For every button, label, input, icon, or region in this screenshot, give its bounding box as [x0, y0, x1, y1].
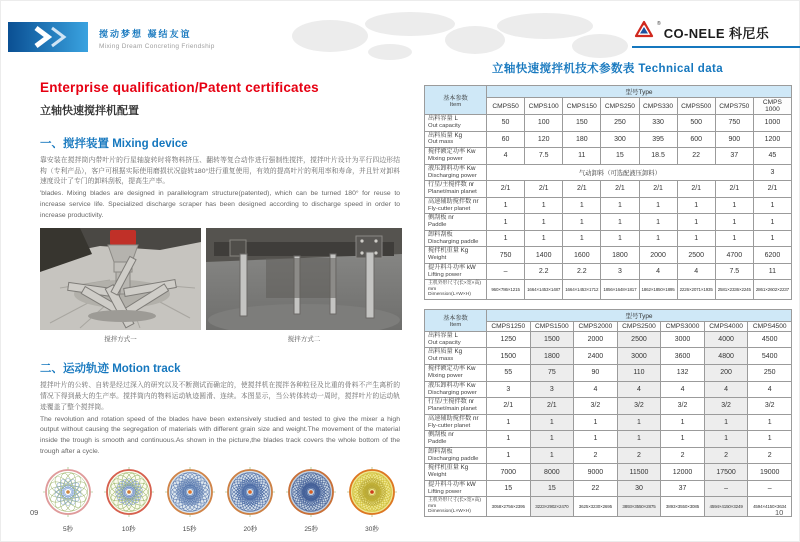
value-cell: 2/1 [753, 181, 791, 198]
value-cell: 330 [639, 115, 677, 132]
value-cell: 2/1 [715, 181, 753, 198]
page-number-left: 09 [30, 508, 39, 517]
value-cell: 2 [617, 447, 661, 464]
value-cell: 2861×2602×2237 [753, 280, 791, 299]
value-cell: 3893×3550×2875 [617, 497, 661, 516]
motion-track-image [42, 466, 94, 518]
value-cell: 120 [525, 131, 563, 148]
value-cell: 132 [661, 365, 705, 382]
section-motion-track-heading: 二、运动轨迹 Motion track [40, 363, 181, 376]
row-label: 提升料斗功率 kW Lifting power [425, 263, 487, 280]
value-cell: 1 [617, 414, 661, 431]
photo-caption-2: 搅拌方式二 [287, 336, 321, 344]
row-label: 搅拌机重量 Kg Weight [425, 247, 487, 264]
item-header: 基本参数 Item [425, 309, 487, 331]
value-cell: 60 [487, 131, 525, 148]
value-cell: 900 [715, 131, 753, 148]
motion-track-image [103, 466, 155, 518]
value-cell: 1664×1453×1712 [563, 280, 601, 299]
value-cell: 1 [601, 230, 639, 247]
company-logo-chevrons-icon [8, 22, 88, 52]
motion-track-label: 5秒 [62, 525, 74, 533]
value-cell: 1 [753, 214, 791, 231]
value-cell: 7.5 [715, 263, 753, 280]
value-cell: 3/2 [748, 398, 792, 415]
motion-track-figure [101, 466, 157, 533]
value-cell: 1 [715, 230, 753, 247]
value-cell: 1800 [601, 247, 639, 264]
value-cell: 2/1 [563, 181, 601, 198]
table-row [425, 414, 792, 431]
value-cell: 1 [704, 414, 748, 431]
slogan-cn: 搅动梦想 凝结友谊 [99, 29, 192, 39]
value-cell: 2500 [617, 331, 661, 348]
value-cell: 1 [525, 230, 563, 247]
value-cell: 2/1 [639, 181, 677, 198]
technical-data-title: 立轴快速搅拌机技术参数表 Technical data [491, 63, 724, 75]
value-cell: 1 [487, 197, 525, 214]
value-cell: 11500 [617, 464, 661, 481]
mixing-photo-1-image [40, 228, 201, 330]
value-cell: 4000 [704, 331, 748, 348]
motion-track-image [224, 466, 276, 518]
value-cell: 4594×4150×3249 [704, 497, 748, 516]
row-label: 高速辅助搅拌数 nr Fly-cutter planet [425, 414, 487, 431]
table-row [425, 331, 792, 348]
value-cell: 100 [525, 115, 563, 132]
table-row [425, 197, 792, 214]
value-cell: 17500 [704, 464, 748, 481]
table-row [425, 263, 792, 280]
row-label: 提升料斗功率 kW Lifting power [425, 480, 487, 497]
value-cell: 3625×3230×2695 [574, 497, 618, 516]
table-row [425, 131, 792, 148]
value-cell: 1 [704, 431, 748, 448]
value-cell: 1856×1648×1817 [601, 280, 639, 299]
value-cell: 1500 [487, 348, 531, 365]
row-label: 搅拌额定功率 Kw Mixing power [425, 365, 487, 382]
value-cell: 2 [661, 447, 705, 464]
value-cell: 3 [487, 381, 531, 398]
motion-track-label: 25秒 [304, 525, 319, 533]
value-cell: 22 [677, 148, 715, 165]
value-cell: 2 [748, 447, 792, 464]
motion-track-label: 20秒 [243, 525, 258, 533]
value-cell: 1 [563, 230, 601, 247]
value-cell: 1 [487, 431, 531, 448]
value-cell: 4 [661, 381, 705, 398]
value-cell: 2/1 [487, 181, 525, 198]
section-mixing-device-heading: 一、搅拌装置 Mixing device [40, 138, 188, 150]
value-cell: 5400 [748, 348, 792, 365]
row-label: 搅拌机重量 Kg Weight [425, 464, 487, 481]
row-label: 行星/主搅拌数 nr Planet/main planet [425, 398, 487, 415]
value-cell: 200 [704, 365, 748, 382]
value-cell: 2 [574, 447, 618, 464]
value-cell: 750 [715, 115, 753, 132]
value-cell: 11 [563, 148, 601, 165]
page-number-right: 10 [775, 508, 784, 517]
value-cell: 1 [677, 230, 715, 247]
model-header: CMPS150 [563, 98, 601, 115]
motion-track-image [285, 466, 337, 518]
value-cell: 2000 [574, 331, 618, 348]
value-cell: 6200 [753, 247, 791, 264]
row-label: 搅拌额定功率 Kw Mixing power [425, 148, 487, 165]
value-cell: 110 [617, 365, 661, 382]
photo-caption-1: 搅拌方式一 [104, 336, 137, 344]
row-label: 卸料刮板 Discharging paddle [425, 447, 487, 464]
value-cell: 1 [525, 214, 563, 231]
value-cell: 2/1 [530, 398, 574, 415]
value-cell: 1 [748, 414, 792, 431]
value-cell: 7000 [487, 464, 531, 481]
row-label: 高速辅助搅拌数 nr Fly-cutter planet [425, 197, 487, 214]
value-cell: 4 [704, 381, 748, 398]
row-label: 行星/主搅拌数 nr Planet/main planet [425, 181, 487, 198]
value-cell: 1 [563, 214, 601, 231]
value-cell: 1 [487, 414, 531, 431]
value-cell: 2.2 [525, 263, 563, 280]
value-cell: 15 [487, 480, 531, 497]
model-header: CMPS500 [677, 98, 715, 115]
table-row [425, 164, 792, 181]
right-page [420, 60, 795, 517]
value-cell: 12000 [661, 464, 705, 481]
page-title-en: Enterprise qualification/Patent certificates [40, 80, 319, 95]
table-row [425, 381, 792, 398]
brand-mark-icon [634, 20, 654, 40]
value-cell: 3/2 [574, 398, 618, 415]
value-cell: 2500 [677, 247, 715, 264]
value-cell: 1 [601, 214, 639, 231]
row-label: 卸料刮板 Discharging paddle [425, 230, 487, 247]
value-cell: 90 [574, 365, 618, 382]
model-header: CMPS1500 [530, 321, 574, 331]
row-label: 主机外形尺寸(长×宽×高) mm Dimension(L×W×H) [425, 280, 487, 299]
value-cell: 600 [677, 131, 715, 148]
value-cell: 22 [574, 480, 618, 497]
value-cell: 1 [530, 447, 574, 464]
row-label: 出料容量 L Out capacity [425, 115, 487, 132]
value-cell: 4 [639, 263, 677, 280]
value-cell: 1600 [563, 247, 601, 264]
value-cell: 4 [487, 148, 525, 165]
value-cell: 2400 [574, 348, 618, 365]
value-cell: 1000 [753, 115, 791, 132]
model-header: CMPS4000 [704, 321, 748, 331]
value-cell: 1400 [525, 247, 563, 264]
value-cell: 1800 [530, 348, 574, 365]
motion-track-figure [344, 466, 400, 533]
value-cell: 4500 [748, 331, 792, 348]
value-cell: 15 [601, 148, 639, 165]
table-row [425, 280, 792, 299]
row-label: 液压卸料功率 Kw Discharging power [425, 164, 487, 181]
value-cell: 2000 [639, 247, 677, 264]
model-header: CMPS3000 [661, 321, 705, 331]
value-cell: 300 [601, 131, 639, 148]
motion-track-image [346, 466, 398, 518]
brand-logo [634, 20, 769, 42]
value-cell: 1 [601, 197, 639, 214]
value-cell: 150 [563, 115, 601, 132]
model-header: CMPS330 [639, 98, 677, 115]
value-cell: 2/1 [487, 398, 531, 415]
value-cell: 2581×2336×2245 [715, 280, 753, 299]
value-cell: 8000 [530, 464, 574, 481]
table-row [425, 348, 792, 365]
value-cell: 960×786×1215 [487, 280, 525, 299]
table-row [425, 464, 792, 481]
value-cell: 1500 [530, 331, 574, 348]
value-cell: 3 [530, 381, 574, 398]
row-label: 侧刮板 nr Paddle [425, 214, 487, 231]
table-row [425, 480, 792, 497]
model-header: CMPS4500 [748, 321, 792, 331]
slogan-en: Mixing Dream Concreting Friendship [99, 43, 215, 50]
motion-track-label: 30秒 [365, 525, 379, 533]
registered-mark: ® [657, 21, 661, 27]
model-header: CMPS750 [715, 98, 753, 115]
value-cell: 4700 [715, 247, 753, 264]
value-cell: 4800 [704, 348, 748, 365]
value-cell: 1 [487, 230, 525, 247]
table-row [425, 398, 792, 415]
table-row [425, 365, 792, 382]
value-cell: 500 [677, 115, 715, 132]
model-header: CMPS2500 [617, 321, 661, 331]
row-label: 出料质量 Kg Out mass [425, 348, 487, 365]
value-cell: 750 [487, 247, 525, 264]
table-row [425, 431, 792, 448]
value-cell: 3058×2756×2395 [487, 497, 531, 516]
motion-track-text-cn: 搅拌叶片的公转、自转是经过深入的研究以及不断测试而确定的，使搅拌机在搅拌各种粒径及比重的骨料不产生离析的情况下得到最大的生产率。搅拌筒内的物料运动轨迹圆滑、连续。本图显示，当公转体转动一周时，搅拌叶片的运动轨迹覆盖了整个搅拌筒。 [40, 382, 400, 411]
value-cell: 1 [715, 214, 753, 231]
row-label: 液压卸料功率 Kw Discharging power [425, 381, 487, 398]
value-cell: 气动卸料（可选配液压卸料） [487, 164, 754, 181]
row-label: 侧刮板 nr Paddle [425, 431, 487, 448]
value-cell: 1 [715, 197, 753, 214]
value-cell: 180 [563, 131, 601, 148]
value-cell: 1 [639, 197, 677, 214]
table-row [425, 214, 792, 231]
value-cell: 4 [677, 263, 715, 280]
value-cell: 19000 [748, 464, 792, 481]
spec-table-1 [424, 85, 792, 300]
value-cell: 1 [530, 414, 574, 431]
motion-track-figure [162, 466, 218, 533]
motion-track-label: 10秒 [121, 525, 136, 533]
value-cell: 3/2 [617, 398, 661, 415]
table-row [425, 447, 792, 464]
mixing-device-text-cn: 靠安装在搅拌筒内带叶片的行星轴旋转时将物料挤压、翻转等复合动作进行强制性搅拌，搅拌叶片设计为平行四边形结构（专利产品），客户可根据实际使用磨损状况旋转180°进行重复使用，有效的提高叶片的利用率和寿命，并且针对卸料速度设计了专门的卸料刮板，提高生产率。 [40, 157, 400, 186]
row-label: 主机外形尺寸(长×宽×高) mm Dimension(L×W×H) [425, 497, 487, 516]
value-cell: – [748, 480, 792, 497]
table-row [425, 230, 792, 247]
motion-track-figure [40, 466, 96, 533]
value-cell: 3000 [661, 331, 705, 348]
world-map-decor [270, 6, 650, 64]
model-header: CMPS100 [525, 98, 563, 115]
table-row [425, 497, 792, 516]
value-cell: 1 [487, 214, 525, 231]
motion-track-label: 15秒 [182, 525, 197, 533]
model-header: CMPS50 [487, 98, 525, 115]
value-cell: 1 [563, 197, 601, 214]
value-cell: 4 [574, 381, 618, 398]
value-cell: 1 [525, 197, 563, 214]
value-cell: 37 [715, 148, 753, 165]
item-header: 基本参数 Item [425, 86, 487, 115]
mixing-photo-1 [40, 228, 201, 343]
header-accent-line [632, 46, 800, 48]
value-cell: 1200 [753, 131, 791, 148]
value-cell: 1664×1453×1487 [525, 280, 563, 299]
table-row [425, 181, 792, 198]
spec-table-2 [424, 309, 792, 517]
value-cell: 9000 [574, 464, 618, 481]
table-row [425, 115, 792, 132]
value-cell: 11 [753, 263, 791, 280]
row-label: 出料容量 L Out capacity [425, 331, 487, 348]
value-cell: 1 [661, 431, 705, 448]
value-cell: 2 [704, 447, 748, 464]
value-cell: 3/2 [704, 398, 748, 415]
value-cell: 1 [661, 414, 705, 431]
model-header: CMPS2000 [574, 321, 618, 331]
value-cell: 3000 [617, 348, 661, 365]
mixing-photo-2-image [206, 228, 402, 330]
value-cell: 1 [574, 431, 618, 448]
value-cell: 18.5 [639, 148, 677, 165]
table-row [425, 247, 792, 264]
value-cell: 1 [487, 447, 531, 464]
value-cell: 3 [601, 263, 639, 280]
value-cell: – [487, 263, 525, 280]
value-cell: 50 [487, 115, 525, 132]
brand-name: CO-NELE 科尼乐 [663, 26, 770, 41]
type-header: 型号Type [487, 309, 792, 321]
value-cell: 2/1 [677, 181, 715, 198]
mixing-device-text-en: 'blades. Mixing blades are designed in parallelogram structure(patented), which can be turned 180° for reuse to increase service life. Specialized discharge scraper has been designed according to discharge speed in order to increase productivity. [40, 190, 400, 219]
value-cell: 1 [639, 214, 677, 231]
value-cell: 2226×2071×1935 [677, 280, 715, 299]
type-header: 型号Type [487, 86, 792, 98]
value-cell: 15 [530, 480, 574, 497]
value-cell: 4594×4150×3634 [748, 497, 792, 516]
value-cell: 1 [574, 414, 618, 431]
value-cell: 1 [639, 230, 677, 247]
value-cell: 3223×2902×2470 [530, 497, 574, 516]
value-cell: 2/1 [525, 181, 563, 198]
value-cell: 2.2 [563, 263, 601, 280]
page-subtitle-cn: 立轴快速搅拌机配置 [40, 105, 139, 117]
motion-track-figure [283, 466, 339, 533]
value-cell: 1 [617, 431, 661, 448]
value-cell: 1 [677, 197, 715, 214]
table-row [425, 148, 792, 165]
model-header: CMPS 1000 [753, 98, 791, 115]
value-cell: 7.5 [525, 148, 563, 165]
value-cell: 1250 [487, 331, 531, 348]
model-header: CMPS250 [601, 98, 639, 115]
header-slogans [99, 27, 215, 50]
value-cell: 1862×1850×1895 [639, 280, 677, 299]
mixing-photo-2 [206, 228, 402, 343]
left-page [40, 80, 400, 533]
value-cell: 4 [748, 381, 792, 398]
value-cell: 2/1 [601, 181, 639, 198]
model-header: CMPS1250 [487, 321, 531, 331]
value-cell: 250 [748, 365, 792, 382]
value-cell: 75 [530, 365, 574, 382]
value-cell: 37 [661, 480, 705, 497]
motion-track-row [40, 466, 400, 533]
value-cell: 45 [753, 148, 791, 165]
motion-track-text-en: The revolution and rotation speed of the blades have been extensively studied and tested to give the mixer a high output without causing the segregation of materials with different grain size and weight.The movement of the material inside the trough is smooth and continuous.As shown in the picture,the blades track covers the whole bottom of the trough after a cycle. [40, 415, 400, 455]
value-cell: 3/2 [661, 398, 705, 415]
mixing-photos-row [40, 228, 400, 343]
value-cell: 1 [677, 214, 715, 231]
value-cell: 3600 [661, 348, 705, 365]
motion-track-figure [222, 466, 278, 533]
value-cell: 4 [617, 381, 661, 398]
value-cell: – [704, 480, 748, 497]
row-label: 出料质量 Kg Out mass [425, 131, 487, 148]
value-cell: 1 [753, 230, 791, 247]
value-cell: 395 [639, 131, 677, 148]
value-cell: 55 [487, 365, 531, 382]
value-cell: 1 [530, 431, 574, 448]
value-cell: 30 [617, 480, 661, 497]
value-cell: 1 [748, 431, 792, 448]
value-cell: 1 [753, 197, 791, 214]
value-cell: 250 [601, 115, 639, 132]
value-cell: 3893×3550×3085 [661, 497, 705, 516]
motion-track-image [164, 466, 216, 518]
value-cell: 3 [753, 164, 791, 181]
